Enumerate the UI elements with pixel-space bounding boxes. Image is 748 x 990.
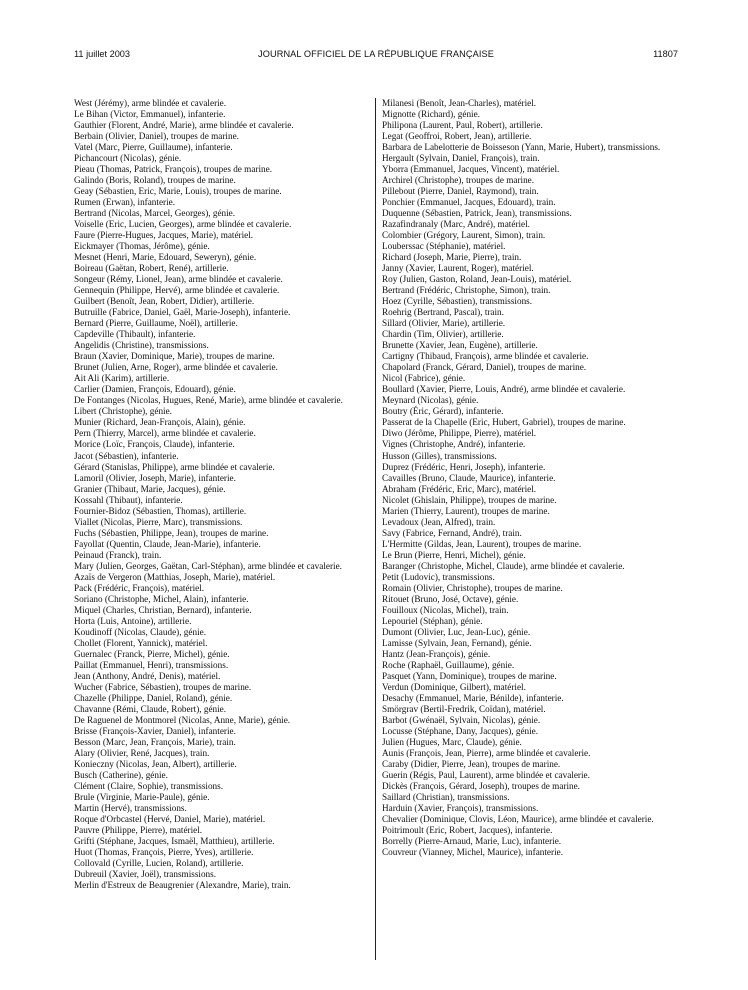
list-item: Vatel (Marc, Pierre, Guillaume), infanterie. [74, 142, 233, 153]
list-item: Fournier-Bidoz (Sébastien, Thomas), artillerie. [74, 505, 247, 516]
list-item: Baranger (Christophe, Michel, Claude), arme blindée et cavalerie. [382, 560, 625, 571]
list-item: Hantz (Jean-François), génie. [382, 648, 491, 659]
list-item: Pern (Thierry, Marcel), arme blindée et cavalerie. [74, 428, 256, 439]
list-item: Saillard (Christian), transmissions. [382, 791, 510, 802]
list-item: Roehrig (Bertrand, Pascal), train. [382, 307, 504, 318]
list-item: Morice (Loïc, François, Claude), infanterie. [74, 439, 235, 450]
list-item: Voiselle (Eric, Lucien, Georges), arme blindée et cavalerie. [74, 219, 292, 230]
list-item: Hergault (Sylvain, Daniel, François), train. [382, 153, 540, 164]
list-item: Dickès (François, Gérard, Joseph), troupes de marine. [382, 780, 580, 791]
list-item: Bernard (Pierre, Guillaume, Noël), artillerie. [74, 318, 238, 329]
list-item: Meynard (Nicolas), génie. [382, 395, 479, 406]
list-item: Guernalec (Franck, Pierre, Michel), génie. [74, 648, 230, 659]
list-item: Milanesi (Benoît, Jean-Charles), matériel. [382, 98, 537, 108]
list-item: Pauvre (Philippe, Pierre), matériel. [74, 825, 203, 836]
list-item: Borrelly (Pierre-Arnaud, Marie, Luc), infanterie. [382, 836, 562, 847]
list-item: Boullard (Xavier, Pierre, Louis, André), arme blindée et cavalerie. [382, 384, 626, 395]
list-item: Ponchier (Emmanuel, Jacques, Edouard), train. [382, 197, 556, 208]
list-item: Roy (Julien, Gaston, Roland, Jean-Louis), matériel. [382, 274, 572, 285]
list-item: Pichancourt (Nicolas), génie. [74, 153, 182, 164]
list-item: Brunet (Julien, Arne, Roger), arme blindée et cavalerie. [74, 362, 278, 373]
list-item: Cavailles (Bruno, Claude, Maurice), infanterie. [382, 472, 556, 483]
list-item: Cartigny (Thibaud, François), arme blindée et cavalerie. [382, 351, 589, 362]
list-item: Paillat (Emmanuel, Henri), transmissions. [74, 659, 229, 670]
list-item: Brule (Virginie, Marie-Paule), génie. [74, 791, 210, 802]
list-item: Alary (Olivier, René, Jacques), train. [74, 747, 210, 758]
list-item: Razafindranaly (Marc, André), matériel. [382, 219, 530, 230]
list-item: Hoez (Cyrille, Sébastien), transmissions. [382, 296, 533, 307]
list-item: Merlin d'Estreux de Beaugrenier (Alexandre, Marie), train. [74, 880, 291, 891]
list-item: Pack (Frédéric, François), matériel. [74, 582, 205, 593]
list-item: Clément (Claire, Sophie), transmissions. [74, 780, 224, 791]
list-item: Chollet (Florent, Yannick), matériel. [74, 637, 208, 648]
list-item: Faure (Pierre-Hugues, Jacques, Marie), matériel. [74, 230, 254, 241]
list-item: Jean (Anthony, André, Denis), matériel. [74, 670, 221, 681]
right-column [382, 98, 682, 858]
list-item: Besson (Marc, Jean, François, Marie), train. [74, 736, 236, 747]
list-item: Ritouet (Bruno, José, Octave), génie. [382, 593, 519, 604]
list-item: Fayollat (Quentin, Claude, Jean-Marie), infanterie. [74, 538, 261, 549]
column-divider [375, 98, 376, 960]
list-item: Angelidis (Christine), transmissions. [74, 340, 209, 351]
list-item: Geay (Sébastien, Eric, Marie, Louis), troupes de marine. [74, 186, 282, 197]
list-item: Miquel (Charles, Christian, Bernard), infanterie. [74, 604, 252, 615]
list-item: Verdun (Dominique, Gilbert), matériel. [382, 681, 526, 692]
list-item: Gauthier (Florent, André, Marie), arme blindée et cavalerie. [74, 120, 294, 131]
list-item: Pillebout (Pierre, Daniel, Raymond), train. [382, 186, 539, 197]
list-item: Mignotte (Richard), génie. [382, 109, 480, 120]
list-item: Koudinoff (Nicolas, Claude), génie. [74, 626, 206, 637]
list-item: Richard (Joseph, Marie, Pierre), train. [382, 252, 522, 263]
list-item: Galindo (Boris, Roland), troupes de marine. [74, 175, 236, 186]
list-item: Fouilloux (Nicolas, Michel), train. [382, 604, 509, 615]
list-item: Carlier (Damien, François, Edouard), génie. [74, 384, 236, 395]
list-item: Le Bihan (Victor, Emmanuel), infanterie. [74, 109, 226, 120]
list-item: Libert (Christophe), génie. [74, 406, 172, 417]
list-item: Roque d'Orbcastel (Hervé, Daniel, Marie), matériel. [74, 814, 266, 825]
list-item: Roche (Raphaël, Guillaume), génie. [382, 659, 515, 670]
list-item: Collovald (Cyrille, Lucien, Roland), artillerie. [74, 858, 244, 869]
list-item: Bertrand (Nicolas, Marcel, Georges), génie. [74, 208, 236, 219]
list-item: Chardin (Tim, Olivier), artillerie. [382, 329, 504, 340]
list-item: Chapolard (Franck, Gérard, Daniel), troupes de marine. [382, 362, 587, 373]
list-item: Savy (Fabrice, Fernand, André), train. [382, 527, 522, 538]
list-item: Dumont (Olivier, Luc, Jean-Luc), génie. [382, 626, 531, 637]
list-item: Kossahl (Thibaut), infanterie. [74, 494, 183, 505]
list-item: Sillard (Olivier, Marie), artillerie. [382, 318, 506, 329]
list-item: Gérard (Stanislas, Philippe), arme blindée et cavalerie. [74, 461, 275, 472]
list-item: Janny (Xavier, Laurent, Roger), matériel. [382, 263, 534, 274]
list-item: Colombier (Grégory, Laurent, Simon), train. [382, 230, 546, 241]
list-item: Duquenne (Sébastien, Patrick, Jean), transmissions. [382, 208, 572, 219]
list-item: Aunis (François, Jean, Pierre), arme blindée et cavalerie. [382, 747, 591, 758]
list-item: De Raguenel de Montmorel (Nicolas, Anne, Marie), génie. [74, 714, 291, 725]
list-item: L'Hermitte (Gildas, Jean, Laurent), troupes de marine. [382, 538, 582, 549]
journal-title: JOURNAL OFFICIEL DE LA RÉPUBLIQUE FRANÇAISE [258, 49, 494, 59]
list-item: Busch (Catherine), génie. [74, 769, 168, 780]
list-item: Braun (Xavier, Dominique, Marie), troupes de marine. [74, 351, 275, 362]
list-item: Wucher (Fabrice, Sébastien), troupes de marine. [74, 681, 252, 692]
list-item: Guilbert (Benoît, Jean, Robert, Didier), artillerie. [74, 296, 255, 307]
list-item: Legat (Geoffroi, Robert, Jean), artillerie. [382, 131, 532, 142]
list-item: Petit (Ludovic), transmissions. [382, 571, 495, 582]
list-item: Smörgrav (Bertil-Fredrik, Coïdan), matériel. [382, 703, 546, 714]
list-item: Locusse (Stéphane, Dany, Jacques), génie. [382, 725, 539, 736]
list-item: Couvreur (Vianney, Michel, Maurice), infanterie. [382, 847, 563, 858]
list-item: Bertrand (Frédéric, Christophe, Simon), train. [382, 285, 551, 296]
list-item: Ait Ali (Karim), artillerie. [74, 373, 170, 384]
list-item: Viallet (Nicolas, Pierre, Marc), transmissions. [74, 516, 243, 527]
list-item: Chavanne (Rémi, Claude, Robert), génie. [74, 703, 227, 714]
list-item: Guerin (Régis, Paul, Laurent), arme blindée et cavalerie. [382, 769, 590, 780]
list-item: Boutry (Éric, Gérard), infanterie. [382, 406, 504, 417]
list-item: Philipona (Laurent, Paul, Robert), artillerie. [382, 120, 543, 131]
list-item: Dubreuil (Xavier, Joël), transmissions. [74, 869, 217, 880]
list-item: Boireau (Gaëtan, Robert, René), artillerie. [74, 263, 229, 274]
list-item: Marien (Thierry, Laurent), troupes de marine. [382, 505, 550, 516]
list-item: Lepouriel (Stéphan), génie. [382, 615, 483, 626]
list-item: Rumen (Erwan), infanterie. [74, 197, 176, 208]
list-item: Peinaud (Franck), train. [74, 549, 162, 560]
list-item: Azaïs de Vergeron (Matthias, Joseph, Marie), matériel. [74, 571, 276, 582]
page-number: 11807 [653, 49, 678, 59]
list-item: Julien (Hugues, Marc, Claude), génie. [382, 736, 522, 747]
list-item: Capdeville (Thibault), infanterie. [74, 329, 196, 340]
list-item: Eickmayer (Thomas, Jérôme), génie. [74, 241, 210, 252]
list-item: Pieau (Thomas, Patrick, François), troupes de marine. [74, 164, 272, 175]
list-item: Brisse (François-Xavier, Daniel), infanterie. [74, 725, 236, 736]
list-item: Chevalier (Dominique, Clovis, Léon, Maurice), arme blindée et cavalerie. [382, 814, 654, 825]
list-item: Duprez (Frédéric, Henri, Joseph), infanterie. [382, 461, 546, 472]
list-item: Chazelle (Philippe, Daniel, Roland), génie. [74, 692, 233, 703]
list-item: Huot (Thomas, François, Pierre, Yves), artillerie. [74, 847, 254, 858]
list-item: Mesnet (Henri, Marie, Edouard, Seweryn), génie. [74, 252, 257, 263]
list-item: Harduin (Xavier, François), transmissions. [382, 803, 539, 813]
list-item: Granier (Thibaut, Marie, Jacques), génie. [74, 483, 226, 494]
list-item: Songeur (Rémy, Lionel, Jean), arme blindée et cavalerie. [74, 274, 283, 285]
list-item: Louberssac (Stéphanie), matériel. [382, 241, 506, 252]
list-item: Poitrimoult (Eric, Robert, Jacques), infanterie. [382, 825, 553, 836]
list-item: Gennequin (Philippe, Hervé), arme blindée et cavalerie. [74, 285, 280, 296]
list-item: Le Brun (Pierre, Henri, Michel), génie. [382, 549, 526, 560]
list-item: Mary (Julien, Georges, Gaëtan, Carl-Stéphan), arme blindée et cavalerie. [74, 560, 342, 571]
list-item: Nicol (Fabrice), génie. [382, 373, 466, 384]
list-item: Brunette (Xavier, Jean, Eugène), artillerie. [382, 340, 538, 351]
list-item: Vignes (Christophe, André), infanterie. [382, 439, 526, 450]
list-item: Horta (Luis, Antoine), artillerie. [74, 615, 192, 626]
list-item: Pasquet (Yann, Dominique), troupes de marine. [382, 670, 557, 681]
list-item: Diwo (Jérôme, Philippe, Pierre), matériel. [382, 428, 537, 439]
list-item: West (Jérémy), arme blindée et cavalerie. [74, 98, 227, 108]
page-header [74, 49, 678, 63]
list-item: Romain (Olivier, Christophe), troupes de marine. [382, 582, 563, 593]
list-item: Yborra (Emmanuel, Jacques, Vincent), matériel. [382, 164, 560, 175]
list-item: Husson (Gilles), transmissions. [382, 450, 497, 461]
list-item: Martin (Hervé), transmissions. [74, 803, 187, 813]
list-item: Lamoril (Olivier, Joseph, Marie), infanterie. [74, 472, 236, 483]
list-item: Barbot (Gwénaël, Sylvain, Nicolas), génie. [382, 714, 541, 725]
list-item: Nicolet (Ghislain, Philippe), troupes de marine. [382, 494, 557, 505]
list-item: Archirel (Christophe), troupes de marine. [382, 175, 535, 186]
list-item: Konieczny (Nicolas, Jean, Albert), artillerie. [74, 758, 237, 769]
list-item: Abraham (Frédéric, Eric, Marc), matériel. [382, 483, 537, 494]
list-item: Soriano (Christophe, Michel, Alain), infanterie. [74, 593, 249, 604]
list-item: Butruille (Fabrice, Daniel, Gaël, Marie-Joseph), infanterie. [74, 307, 291, 318]
list-item: Levadoux (Jean, Alfred), train. [382, 516, 496, 527]
issue-date: 11 juillet 2003 [74, 49, 131, 59]
list-item: Grifti (Stéphane, Jacques, Ismaël, Matthieu), artillerie. [74, 836, 275, 847]
list-item: Berbain (Olivier, Daniel), troupes de marine. [74, 131, 239, 142]
list-item: Desachy (Emmanuel, Marie, Bénilde), infanterie. [382, 692, 564, 703]
list-item: De Fontanges (Nicolas, Hugues, René, Marie), arme blindée et cavalerie. [74, 395, 343, 406]
list-item: Lamisse (Sylvain, Jean, Fernand), génie. [382, 637, 532, 648]
list-item: Barbara de Labelotterie de Boisseson (Yann, Marie, Hubert), transmissions. [382, 142, 661, 153]
list-item: Fuchs (Sébastien, Philippe, Jean), troupes de marine. [74, 527, 269, 538]
list-item: Jacot (Sébastien), infanterie. [74, 450, 179, 461]
list-item: Caraby (Didier, Pierre, Jean), troupes de marine. [382, 758, 561, 769]
left-column [74, 98, 370, 891]
list-item: Munier (Richard, Jean-François, Alain), génie. [74, 417, 246, 428]
list-item: Passerat de la Chapelle (Eric, Hubert, Gabriel), troupes de marine. [382, 417, 626, 428]
